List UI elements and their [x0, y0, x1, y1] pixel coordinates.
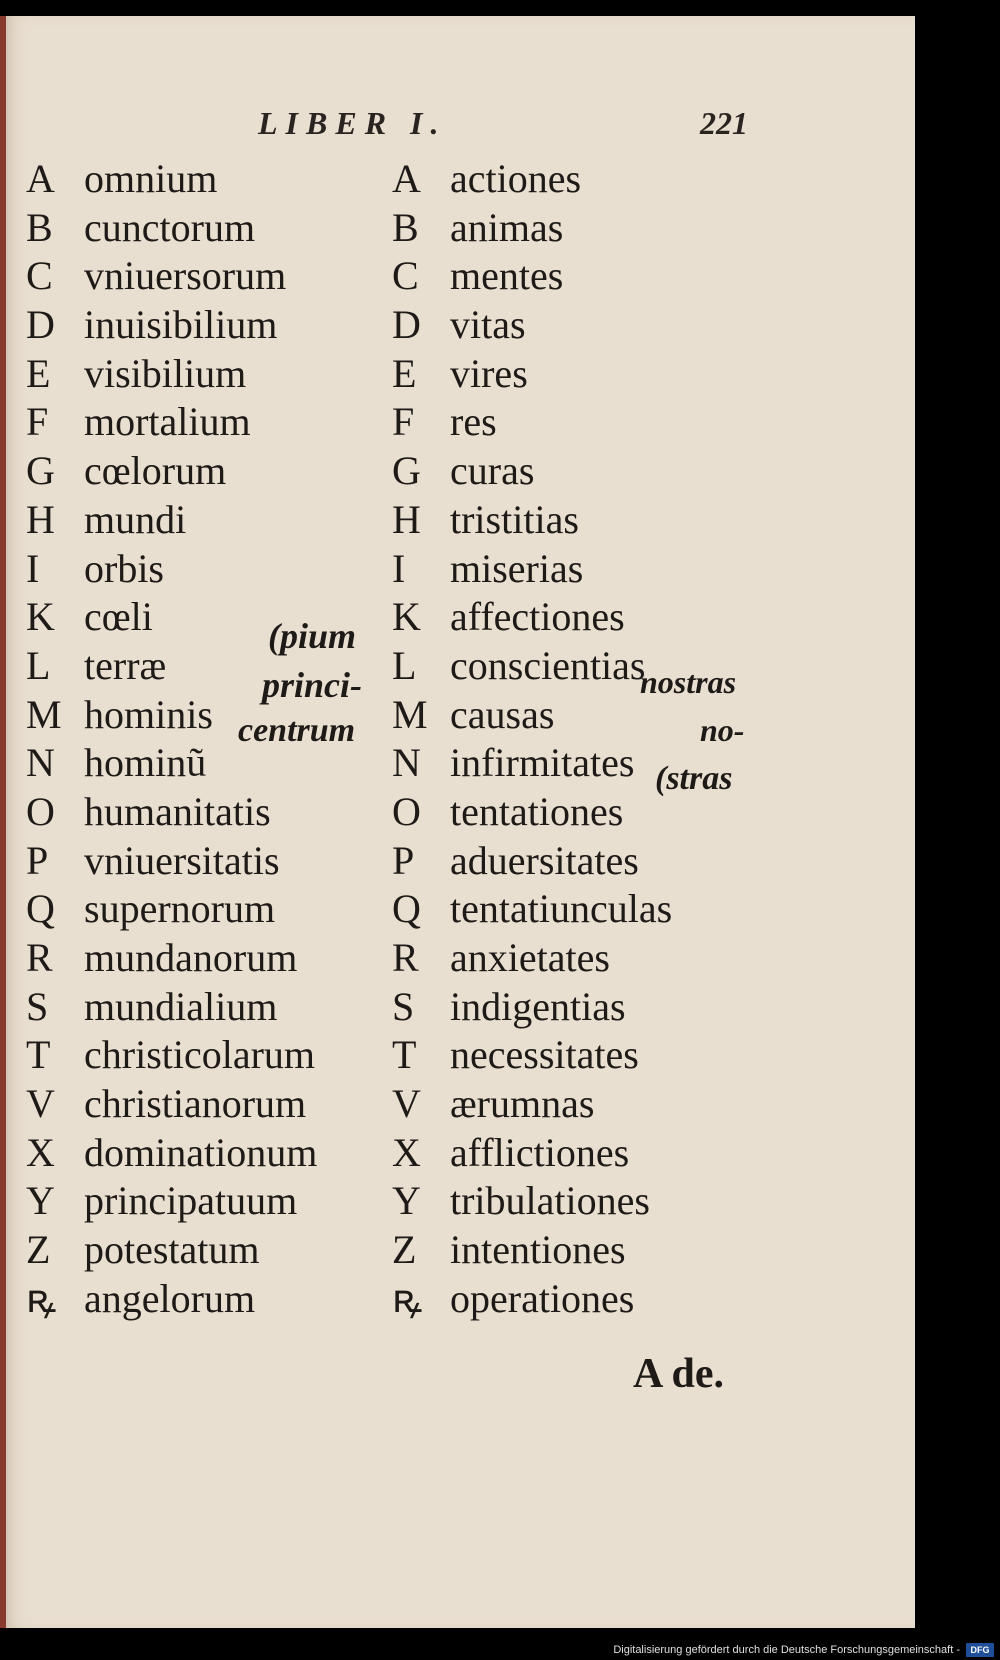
- index-letter: T: [392, 1032, 417, 1078]
- list-item: [392, 788, 672, 837]
- marginal-note: nostras: [640, 664, 737, 700]
- index-word: vitas: [450, 302, 526, 348]
- index-letter: H: [26, 496, 55, 542]
- list-item: [26, 496, 317, 545]
- index-word: vniuersitatis: [84, 837, 280, 883]
- list-item: [26, 252, 317, 301]
- index-letter: R: [392, 935, 419, 980]
- index-letter: P: [392, 837, 415, 883]
- index-word: orbis: [84, 545, 164, 591]
- index-letter: Y: [26, 1178, 55, 1224]
- list-item: [392, 447, 672, 496]
- page-header: [0, 105, 915, 155]
- list-item: [392, 1080, 672, 1129]
- list-item: [26, 398, 317, 447]
- index-letter: L: [26, 642, 51, 688]
- index-letter: Z: [26, 1227, 51, 1273]
- index-letter: X: [392, 1129, 421, 1175]
- index-word: terræ: [84, 642, 167, 688]
- index-word: afflictiones: [450, 1129, 630, 1175]
- index-word: animas: [450, 204, 564, 250]
- index-letter: ꝶ: [392, 1275, 423, 1321]
- list-item: [392, 301, 672, 350]
- index-word: potestatum: [84, 1227, 260, 1273]
- index-word: res: [450, 399, 497, 445]
- index-letter: M: [392, 691, 428, 737]
- list-item: [26, 204, 317, 253]
- index-letter: C: [26, 253, 53, 299]
- index-letter: A: [392, 156, 421, 201]
- index-word: omnium: [84, 156, 218, 201]
- index-letter: O: [26, 788, 55, 834]
- index-letter: D: [26, 302, 55, 348]
- index-letter: N: [392, 740, 421, 786]
- index-word: tristitias: [450, 496, 579, 542]
- list-item: [392, 739, 672, 788]
- list-item: [392, 155, 672, 204]
- index-word: ærumnas: [450, 1081, 595, 1127]
- index-letter: B: [392, 204, 419, 250]
- index-word: cœli: [84, 594, 153, 640]
- list-item: [392, 350, 672, 399]
- running-head: LIBER I.: [258, 105, 447, 141]
- list-item: [392, 252, 672, 301]
- list-item: [392, 204, 672, 253]
- index-letter: I: [26, 545, 40, 591]
- list-item: [392, 837, 672, 886]
- list-item: [26, 1031, 317, 1080]
- index-letter: F: [392, 399, 415, 445]
- list-item: [26, 934, 317, 983]
- dfg-logo: DFG: [966, 1643, 994, 1657]
- index-word: affectiones: [450, 594, 625, 640]
- index-word: operationes: [450, 1275, 635, 1321]
- index-word: mentes: [450, 253, 564, 299]
- list-item: [392, 398, 672, 447]
- index-letter: K: [26, 594, 55, 640]
- index-word: dominationum: [84, 1129, 318, 1175]
- marginal-note: centrum: [238, 712, 356, 749]
- catchword: A de.: [633, 1351, 725, 1397]
- index-word: hominũ: [84, 740, 207, 786]
- list-item: [392, 642, 672, 691]
- index-word: conscientias: [450, 642, 646, 688]
- index-word: christicolarum: [84, 1032, 316, 1078]
- index-letter: I: [392, 545, 406, 591]
- index-word: mortalium: [84, 399, 251, 445]
- list-item: [26, 1226, 317, 1275]
- index-letter: S: [392, 983, 415, 1029]
- index-word: vniuersorum: [84, 253, 287, 299]
- index-letter: E: [26, 350, 51, 396]
- index-word: actiones: [450, 156, 582, 201]
- index-word: infirmitates: [450, 740, 635, 786]
- index-letter: K: [392, 594, 421, 640]
- index-letter: N: [26, 740, 55, 786]
- index-word: humanitatis: [84, 788, 271, 834]
- marginal-note: (pium: [268, 616, 357, 656]
- list-item: [26, 885, 317, 934]
- index-letter: T: [26, 1032, 51, 1078]
- list-item: [26, 1275, 317, 1324]
- index-word: mundialium: [84, 983, 278, 1029]
- index-letter: L: [392, 642, 417, 688]
- list-item: [392, 691, 672, 740]
- index-word: cunctorum: [84, 204, 256, 250]
- index-word: hominis: [84, 691, 213, 737]
- page-number: 221: [700, 105, 748, 141]
- index-letter: F: [26, 399, 49, 445]
- index-letter: P: [26, 837, 49, 883]
- index-letter: ꝶ: [26, 1275, 57, 1321]
- list-item: [26, 983, 317, 1032]
- list-item: [392, 1275, 672, 1324]
- list-item: [26, 350, 317, 399]
- list-item: [392, 1177, 672, 1226]
- index-word: anxietates: [450, 935, 610, 980]
- right-column: [392, 155, 672, 1324]
- index-word: visibilium: [84, 350, 247, 396]
- marginal-note: no-: [700, 712, 745, 748]
- list-item: [392, 983, 672, 1032]
- list-item: [26, 301, 317, 350]
- index-word: miserias: [450, 545, 584, 591]
- index-word: curas: [450, 448, 535, 494]
- index-word: cœlorum: [84, 448, 227, 494]
- list-item: [392, 496, 672, 545]
- list-item: [26, 837, 317, 886]
- index-letter: O: [392, 788, 421, 834]
- index-letter: S: [26, 983, 49, 1029]
- list-item: [26, 1177, 317, 1226]
- index-letter: X: [26, 1129, 55, 1175]
- list-item: [392, 1129, 672, 1178]
- index-word: supernorum: [84, 886, 276, 932]
- index-letter: A: [26, 156, 55, 201]
- index-letter: Q: [26, 886, 55, 932]
- index-letter: G: [392, 448, 421, 494]
- list-item: [26, 1080, 317, 1129]
- marginal-note: (stras: [655, 760, 733, 797]
- index-word: tentatiunculas: [450, 886, 673, 932]
- list-item: [392, 934, 672, 983]
- page-edge: [0, 16, 6, 1628]
- index-letter: Y: [392, 1178, 421, 1224]
- list-item: [26, 545, 317, 594]
- index-word: principatuum: [84, 1178, 298, 1224]
- index-word: inuisibilium: [84, 302, 278, 348]
- list-item: [26, 1129, 317, 1178]
- index-word: necessitates: [450, 1032, 639, 1078]
- index-letter: V: [392, 1081, 421, 1127]
- index-letter: C: [392, 253, 419, 299]
- list-item: [392, 1226, 672, 1275]
- index-word: indigentias: [450, 983, 626, 1029]
- index-letter: R: [26, 935, 53, 980]
- index-letter: Q: [392, 886, 421, 932]
- index-letter: B: [26, 204, 53, 250]
- index-word: mundanorum: [84, 935, 298, 980]
- index-letter: D: [392, 302, 421, 348]
- list-item: [392, 885, 672, 934]
- digitization-credit: Digitalisierung gefördert durch die Deutsche Forschungsgemeinschaft -: [613, 1644, 960, 1656]
- index-word: mundi: [84, 496, 187, 542]
- list-item: [392, 593, 672, 642]
- index-word: tentationes: [450, 788, 624, 834]
- list-item: [392, 545, 672, 594]
- list-item: [392, 1031, 672, 1080]
- list-item: [26, 788, 317, 837]
- index-word: aduersitates: [450, 837, 639, 883]
- list-item: [26, 447, 317, 496]
- index-letter: H: [392, 496, 421, 542]
- index-word: vires: [450, 350, 528, 396]
- index-word: angelorum: [84, 1275, 256, 1321]
- index-word: intentiones: [450, 1227, 626, 1273]
- marginal-note: princi-: [262, 665, 363, 705]
- index-letter: Z: [392, 1227, 417, 1273]
- index-letter: V: [26, 1081, 55, 1127]
- list-item: [26, 155, 317, 204]
- index-letter: G: [26, 448, 55, 494]
- index-word: causas: [450, 691, 555, 737]
- index-letter: M: [26, 691, 62, 737]
- index-letter: E: [392, 350, 417, 396]
- index-word: tribulationes: [450, 1178, 650, 1224]
- index-word: christianorum: [84, 1081, 307, 1127]
